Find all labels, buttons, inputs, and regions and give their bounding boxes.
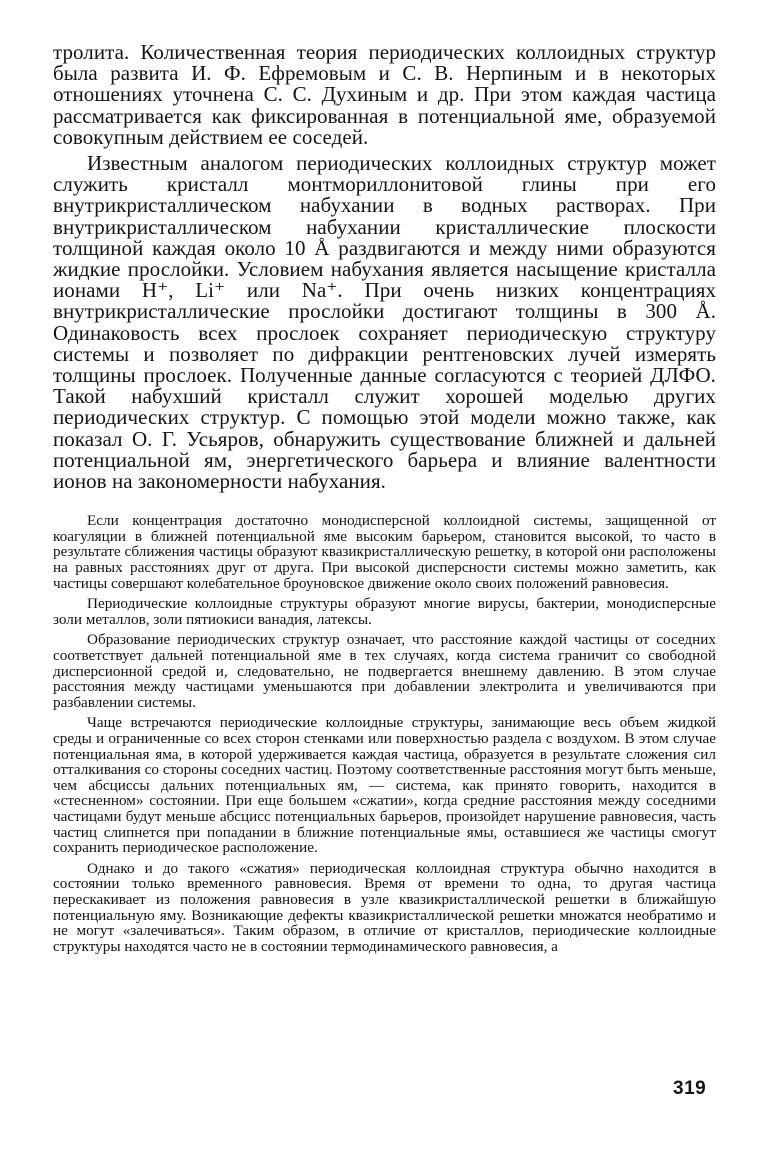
small-print-text bbox=[53, 513, 716, 954]
paragraph: тролита. Количественная теория периодических коллоидных структур была развита И. Ф. Ефремовым и С. В. Нерпиным и в некоторых отношениях уточнена С. С. Духиным и др. При этом каждая частица рассматривается как фиксированная в потенциальной яме, образуемой совокупным действием ее соседей. bbox=[53, 40, 716, 149]
page-number: 319 bbox=[673, 1078, 707, 1099]
small-paragraph: Образование периодических структур означает, что расстояние каждой частицы от соседних соответствует дальней потенциальной яме в тех случаях, когда система граничит со свободной дисперсионной средой и, следовательно, не подвергается внешнему давлению. В этом случае расстояния между частицами уменьшаются при добавлении электролита и увеличиваются при разбавлении системы. bbox=[53, 631, 716, 711]
small-paragraph: Чаще встречаются периодические коллоидные структуры, занимающие весь объем жидкой среды и ограниченные со всех сторон стенками или поверхностью раздела с воздухом. В этом случае потенциальная яма, в которой удерживается каждая частица, образуется в результате сложения сил отталкивания со стороны соседних частиц. Поэтому соответственные расстояния могут быть меньше, чем абсциссы дальних потенциальных ям, — система, как принято говорить, находится в «стесненном» состоянии. При еще большем «сжатии», когда средние расстояния между соседними частицами будут меньше абсцисс потенциальных барьеров, произойдет нарушение равновесия, часть частиц слипнется при попадании в ближние потенциальные ямы, оставшиеся же частицы смогут сохранить периодическое расположение. bbox=[53, 714, 716, 857]
paragraph: Известным аналогом периодических коллоидных структур может служить кристалл монтмориллонитовой глины при его внутрикристаллическом набухании в водных растворах. При внутрикристаллическом набухании кристаллические плоскости толщиной каждая около 10 Å раздвигаются и между ними образуются жидкие прослойки. Условием набухания является насыщение кристалла ионами H⁺, Li⁺ или Na⁺. При очень низких концентрациях внутрикристаллические прослойки достигают толщины в 300 Å. Одинаковость всех прослоек сохраняет периодическую структуру системы и позволяет по дифракции рентгеновских лучей измерять толщины прослоек. Полученные данные согласуются с теорией ДЛФО. Такой набухший кристалл служит хорошей моделью других периодических структур. С помощью этой модели можно также, как показал О. Г. Усьяров, обнаружить существование ближней и дальней потенциальной ям, энергетического барьера и влияние валентности ионов на закономерности набухания. bbox=[53, 151, 716, 494]
small-paragraph: Периодические коллоидные структуры образуют многие вирусы, бактерии, монодисперсные золи металлов, золи пятиокиси ванадия, латексы. bbox=[53, 595, 716, 628]
main-text bbox=[53, 42, 716, 492]
small-paragraph: Однако и до такого «сжатия» периодическая коллоидная структура обычно находится в состоянии только временного равновесия. Время от времени то одна, то другая частица перескакивает из положения равновесия в узле квазикристаллической решетки в ближайшую потенциальную яму. Возникающие дефекты квазикристаллической решетки множатся необратимо и не могут «залечиваться». Таким образом, в отличие от кристаллов, периодические коллоидные структуры находятся часто не в состоянии термодинамического равновесия, а bbox=[53, 859, 716, 955]
small-paragraph: Если концентрация достаточно монодисперсной коллоидной системы, защищенной от коагуляции в ближней потенциальной яме высоким барьером, становится высокой, то часто в результате сближения частицы образуют квазикристаллическую решетку, в которой они расположены на равных расстояниях друг от друга. При высокой дисперсности системы можно заметить, как частицы совершают колебательное броуновское движение около своих положений равновесия. bbox=[53, 512, 716, 592]
page bbox=[53, 42, 716, 954]
